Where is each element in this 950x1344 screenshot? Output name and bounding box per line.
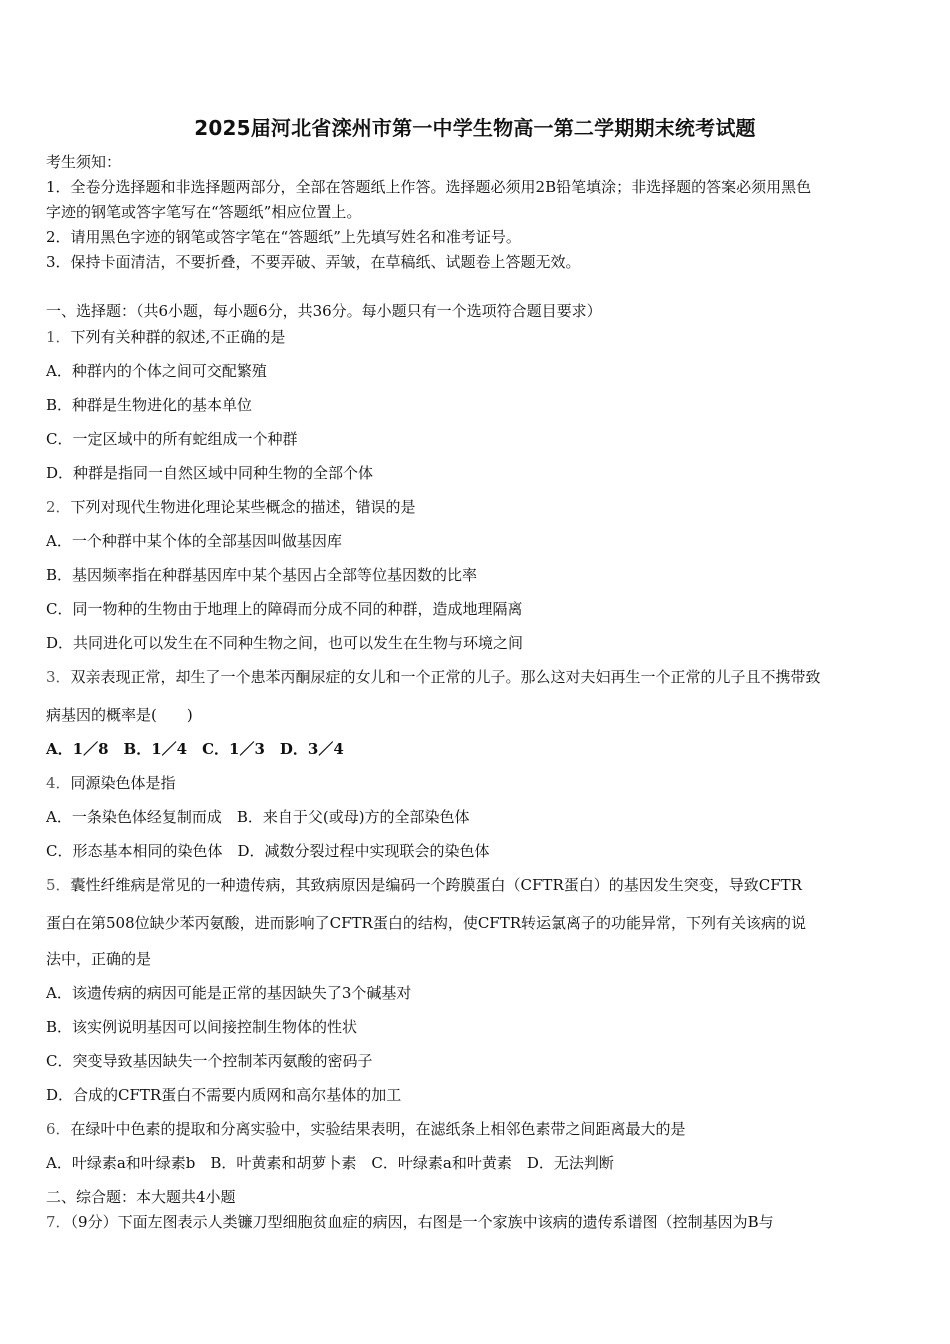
q2-option-c: C．同一物种的生物由于地理上的障碍而分成不同的种群，造成地理隔离 bbox=[46, 600, 523, 618]
question-7 bbox=[46, 1212, 908, 1232]
question-text: 囊性纤维病是常见的一种遗传病，其致病原因是编码一个跨膜蛋白（CFTR蛋白）的基因发生突变，导致CFTR bbox=[70, 876, 802, 894]
question-number: 6． bbox=[46, 1120, 71, 1138]
q6-options: A．叶绿素a和叶绿素b B．叶黄素和胡萝卜素 C．叶绿素a和叶黄素 D．无法判断 bbox=[46, 1154, 614, 1172]
question-number: 1． bbox=[46, 328, 71, 346]
question-number: 7． bbox=[46, 1213, 71, 1231]
question-text: 同源染色体是指 bbox=[70, 774, 176, 792]
q5-option-c: C．突变导致基因缺失一个控制苯丙氨酸的密码子 bbox=[46, 1052, 373, 1070]
q2-option-a: A．一个种群中某个体的全部基因叫做基因库 bbox=[46, 532, 342, 550]
notice-item-2: 2．请用黑色字迹的钢笔或答字笔在“答题纸”上先填写姓名和准考证号。 bbox=[46, 228, 521, 246]
question-text: 在绿叶中色素的提取和分离实验中，实验结果表明，在滤纸条上相邻色素带之间距离最大的是 bbox=[70, 1120, 686, 1138]
question-3-cont: 病基因的概率是( ) bbox=[46, 706, 193, 724]
q2-option-d: D．共同进化可以发生在不同种生物之间，也可以发生在生物与环境之间 bbox=[46, 634, 524, 652]
question-number: 5． bbox=[46, 876, 71, 894]
notice-item-3: 3．保持卡面清洁，不要折叠，不要弄破、弄皱，在草稿纸、试题卷上答题无效。 bbox=[46, 253, 581, 271]
question-number: 2． bbox=[46, 498, 71, 516]
q1-option-d: D．种群是指同一自然区域中同种生物的全部个体 bbox=[46, 464, 374, 482]
page-title: 2025届河北省滦州市第一中学生物高一第二学期期末统考试题 bbox=[194, 116, 756, 140]
question-text: 下列对现代生物进化理论某些概念的描述，错误的是 bbox=[70, 498, 416, 516]
q5-option-d: D．合成的CFTR蛋白不需要内质网和高尔基体的加工 bbox=[46, 1086, 402, 1104]
question-2 bbox=[46, 497, 908, 517]
question-text: （9分）下面左图表示人类镰刀型细胞贫血症的病因，右图是一个家族中该病的遗传系谱图（控制基因为B与 bbox=[70, 1213, 774, 1231]
q1-option-c: C．一定区域中的所有蛇组成一个种群 bbox=[46, 430, 298, 448]
question-5-cont-2: 法中，正确的是 bbox=[46, 950, 152, 968]
q1-option-a: A．种群内的个体之间可交配繁殖 bbox=[46, 362, 267, 380]
q4-options-ab: A．一条染色体经复制而成 B．来自于父(或母)方的全部染色体 bbox=[46, 808, 470, 826]
question-5-cont-1: 蛋白在第508位缺少苯丙氨酸，进而影响了CFTR蛋白的结构，使CFTR转运氯离子的功能异常，下列有关该病的说 bbox=[46, 914, 807, 932]
question-number: 4． bbox=[46, 774, 71, 792]
notice-item-1: 1．全卷分选择题和非选择题两部分，全部在答题纸上作答。选择题必须用2B铅笔填涂；非选择题的答案必须用黑色 bbox=[46, 178, 812, 196]
q2-option-b: B．基因频率指在种群基因库中某个基因占全部等位基因数的比率 bbox=[46, 566, 478, 584]
question-text: 双亲表现正常，却生了一个患苯丙酮尿症的女儿和一个正常的儿子。那么这对夫妇再生一个正常的儿子且不携带致 bbox=[70, 668, 821, 686]
question-3 bbox=[46, 667, 908, 687]
question-5 bbox=[46, 875, 908, 895]
question-1 bbox=[46, 327, 908, 347]
question-text: 下列有关种群的叙述,不正确的是 bbox=[70, 328, 286, 346]
section2-heading: 二、综合题：本大题共4小题 bbox=[46, 1188, 236, 1206]
q3-options: A．1／8 B．1／4 C．1／3 D．3／4 bbox=[46, 740, 344, 758]
question-6 bbox=[46, 1119, 908, 1139]
q4-options-cd: C．形态基本相同的染色体 D．减数分裂过程中实现联会的染色体 bbox=[46, 842, 490, 860]
question-number: 3． bbox=[46, 668, 71, 686]
q5-option-b: B．该实例说明基因可以间接控制生物体的性状 bbox=[46, 1018, 358, 1036]
notice-heading: 考生须知： bbox=[46, 153, 122, 171]
notice-item-1-cont: 字迹的钢笔或答字笔写在“答题纸”相应位置上。 bbox=[46, 203, 362, 221]
q1-option-b: B．种群是生物进化的基本单位 bbox=[46, 396, 253, 414]
q5-option-a: A．该遗传病的病因可能是正常的基因缺失了3个碱基对 bbox=[46, 984, 412, 1002]
section1-heading: 一、选择题：（共6小题，每小题6分，共36分。每小题只有一个选项符合题目要求） bbox=[46, 302, 602, 320]
question-4 bbox=[46, 773, 908, 793]
